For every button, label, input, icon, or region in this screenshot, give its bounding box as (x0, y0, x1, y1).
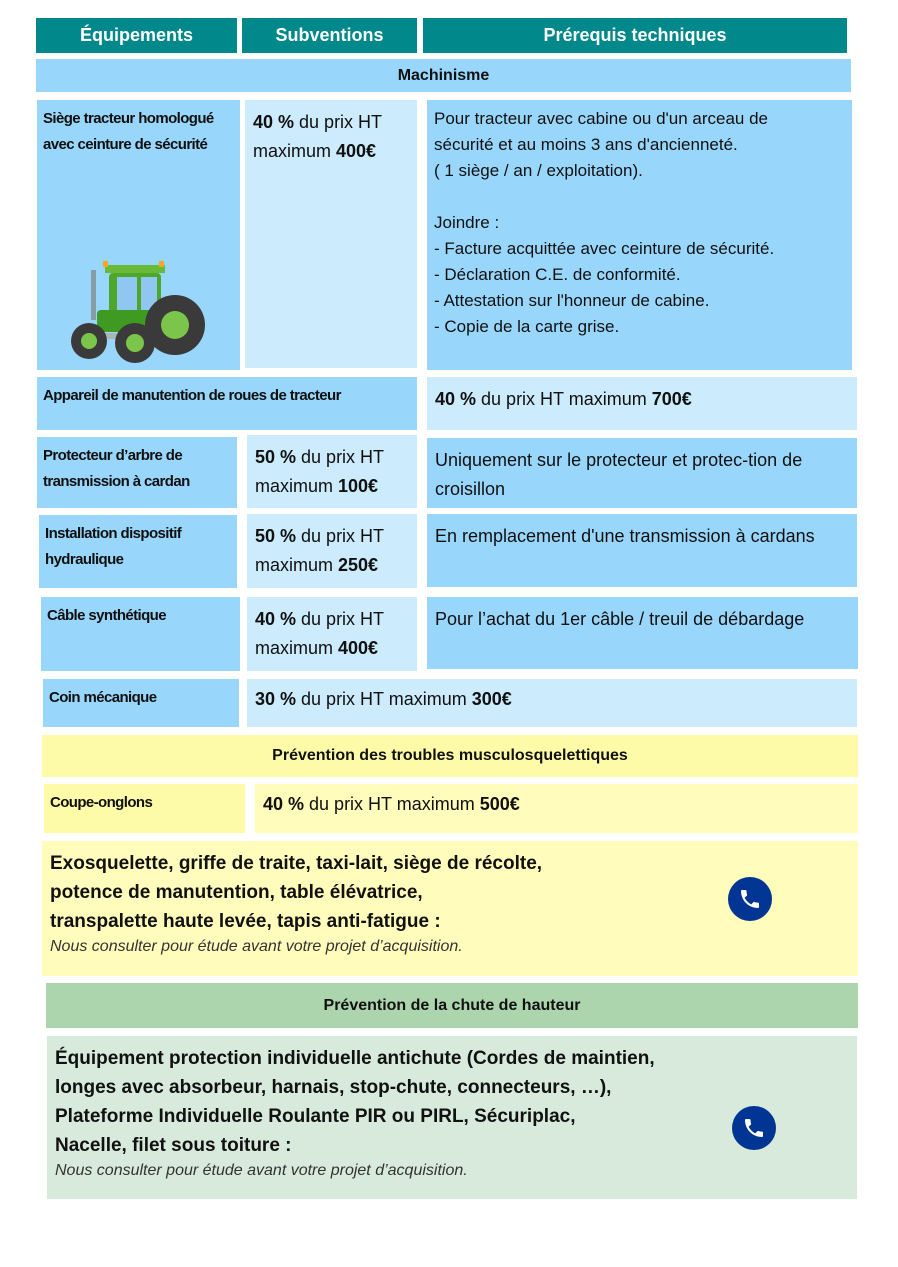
equipment-coupe-onglons (44, 784, 245, 833)
contact-note: Nous consulter pour étude avant votre projet d’acquisition. (55, 1162, 468, 1179)
subvention-siege-tracteur (245, 100, 417, 368)
subvention-text: du prix HT maximum (296, 689, 472, 709)
subvention-cable-synthetique (247, 597, 417, 671)
prerequis-line: Pour tracteur avec cabine ou d'un arceau de (434, 109, 769, 128)
section-chute-title (46, 983, 858, 1028)
prerequis-text: Uniquement sur le protecteur et protec-tion de croisillon (435, 450, 803, 499)
subvention-text: du prix HT maximum (476, 389, 652, 409)
equipment-name: Coin mécanique (49, 689, 157, 706)
contact-line: transpalette haute levée, tapis anti-fatigue : (50, 911, 441, 932)
prerequis-dispositif-hydraulique (427, 514, 857, 587)
subvention-percent: 40 % (263, 794, 305, 814)
equipment-name: Protecteur d’arbre de transmission à cardan (43, 447, 190, 490)
prerequis-cable-synthetique (427, 597, 858, 669)
section-title-text: Prévention de la chute de hauteur (323, 996, 581, 1014)
subvention-coupe-onglons (255, 784, 858, 833)
prerequis-line: - Attestation sur l'honneur de cabine. (434, 291, 710, 310)
prerequis-protecteur-arbre (427, 438, 857, 508)
subvention-max: 500€ (479, 794, 520, 814)
equipment-coin-mecanique (43, 679, 239, 727)
section-tms-title (42, 735, 858, 777)
subvention-percent: 30 % (255, 689, 297, 709)
header-subventions (242, 18, 417, 53)
equipment-cable-synthetique (41, 597, 240, 671)
prerequis-line: sécurité et au moins 3 ans d'ancienneté. (434, 135, 738, 154)
subvention-max: 300€ (471, 689, 512, 709)
subvention-text: du prix HT maximum (304, 794, 480, 814)
contact-line: Nacelle, filet sous toiture : (55, 1135, 292, 1156)
equipment-name: Siège tracteur homologué avec ceinture de sécurité (43, 110, 214, 153)
section-title-text: Prévention des troubles musculosquelettiques (272, 747, 628, 764)
prerequis-text: Pour l’achat du 1er câble / treuil de débardage (435, 609, 805, 629)
header-prerequis (423, 18, 847, 53)
subvention-percent: 40 % (255, 609, 297, 629)
equipment-siege-tracteur (37, 100, 240, 370)
header-prerequis-label: Prérequis techniques (543, 25, 727, 45)
subvention-percent: 50 % (255, 447, 297, 467)
subvention-text: du prix HT maximum (255, 609, 384, 658)
prerequis-text: En remplacement d'une transmission à cardans (435, 526, 815, 546)
prerequis-line: Joindre : (434, 213, 500, 232)
phone-icon[interactable] (732, 1106, 776, 1150)
subvention-coin-mecanique (247, 679, 857, 727)
subvention-max: 700€ (651, 389, 692, 409)
equipment-name: Câble synthétique (47, 607, 166, 624)
header-subventions-label: Subventions (275, 25, 384, 45)
header-equipements-label: Équipements (79, 25, 194, 45)
subvention-max: 250€ (338, 555, 379, 575)
equipment-name: Installation dispositif hydraulique (45, 525, 182, 568)
section-title-text: Machinisme (397, 66, 490, 84)
section-machinisme-title (36, 59, 851, 92)
tractor-icon (67, 255, 207, 374)
subvention-text: du prix HT maximum (255, 447, 384, 496)
contact-line: Plateforme Individuelle Roulante PIR ou PIRL, Sécuriplac, (55, 1106, 576, 1127)
subvention-max: 400€ (336, 141, 377, 161)
subvention-max: 400€ (338, 638, 379, 658)
prerequis-line: ( 1 siège / an / exploitation). (434, 161, 643, 180)
contact-note: Nous consulter pour étude avant votre projet d’acquisition. (50, 938, 463, 955)
phone-icon[interactable] (728, 877, 772, 921)
contact-line: Exosquelette, griffe de traite, taxi-lait, siège de récolte, (50, 853, 543, 874)
subvention-dispositif-hydraulique (247, 514, 417, 588)
contact-line: Équipement protection individuelle antichute (Cordes de maintien, (55, 1048, 655, 1069)
equipment-name: Appareil de manutention de roues de tracteur (43, 387, 341, 404)
subvention-protecteur-arbre (247, 435, 417, 508)
prerequis-spacer (434, 184, 845, 210)
subvention-appareil-manutention (427, 377, 857, 430)
subvention-text: du prix HT maximum (255, 526, 384, 575)
contact-line: longes avec absorbeur, harnais, stop-chute, connecteurs, …), (55, 1077, 612, 1098)
subvention-percent: 40 % (253, 112, 295, 132)
subvention-percent: 50 % (255, 526, 297, 546)
equipment-dispositif-hydraulique (39, 515, 237, 588)
equipment-name: Coupe-onglons (50, 794, 153, 811)
subvention-percent: 40 % (435, 389, 477, 409)
contact-line: potence de manutention, table élévatrice, (50, 882, 423, 903)
prerequis-line: - Facture acquittée avec ceinture de sécurité. (434, 239, 775, 258)
header-equipements (36, 18, 237, 53)
equipment-appareil-manutention (37, 377, 417, 430)
subvention-max: 100€ (338, 476, 379, 496)
prerequis-siege-tracteur (427, 100, 852, 370)
prerequis-line: - Déclaration C.E. de conformité. (434, 265, 681, 284)
equipment-protecteur-arbre (37, 437, 237, 508)
subvention-text: du prix HT maximum (253, 112, 382, 161)
prerequis-line: - Copie de la carte grise. (434, 317, 620, 336)
